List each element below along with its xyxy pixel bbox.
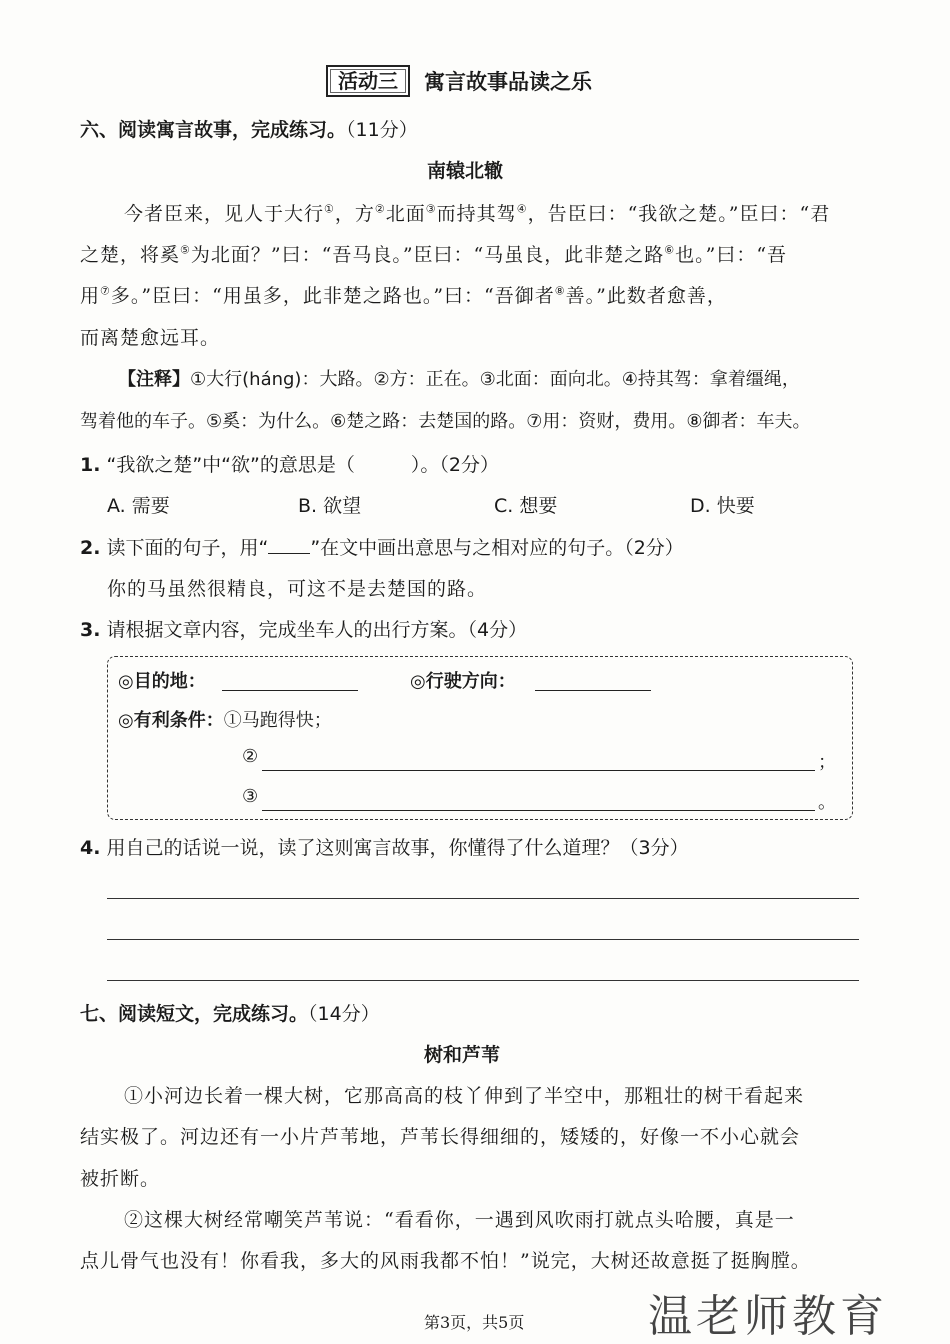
question-text: 请根据文章内容，完成坐车人的出行方案。（4分） — [106, 619, 528, 641]
passage-text: 之楚，将奚 — [80, 244, 181, 266]
notes-line-2: 驾着他的车子。⑤奚：为什么。⑥楚之路：去楚国的路。⑦用：资财，费用。⑧御者：车夫。 — [80, 411, 811, 432]
footnote-mark: ② — [374, 202, 386, 216]
section6-points: （11分） — [346, 119, 418, 141]
conditions-row — [118, 706, 332, 732]
direction-field[interactable] — [535, 690, 651, 691]
s7-line-5: 点儿骨气也没有！你看我，多大的风雨我都不怕！”说完，大树还故意挺了挺胸膛。 — [80, 1250, 811, 1272]
passage-line-2 — [80, 240, 787, 267]
passage-text: 北面 — [385, 203, 426, 225]
question-number: 1. — [80, 454, 101, 476]
activity-header — [326, 64, 592, 98]
passage-text: 多。”臣曰：“用虽多，此非楚之路也。”曰：“吾御者 — [110, 285, 555, 307]
question-2 — [80, 533, 684, 560]
section7-heading — [80, 999, 380, 1026]
passage-text: 也。”曰：“吾 — [675, 244, 788, 266]
section7-heading-text: 七、阅读短文，完成练习。 — [80, 1003, 309, 1025]
section6-heading — [80, 115, 418, 142]
passage-text: 今者臣来，见人于大行 — [124, 203, 325, 225]
question-text: 用自己的话说一说，读了这则寓言故事，你懂得了什么道理？（3分） — [106, 837, 689, 859]
condition-1: ①马跑得快； — [223, 710, 332, 731]
footnote-mark: ④ — [516, 202, 528, 216]
passage-text: 为北面？”曰：“吾马良。”臣曰：“马虽良，此非楚之路 — [190, 244, 665, 266]
footnote-mark: ⑧ — [554, 284, 566, 298]
footnote-mark: ① — [324, 202, 335, 216]
answer-line-2[interactable] — [107, 939, 859, 940]
question-1 — [80, 450, 499, 477]
question-number: 3. — [80, 619, 101, 641]
passage-text: ，告臣曰：“我欲之楚。”臣曰：“君 — [527, 203, 831, 225]
story-title-2: 树和芦苇 — [424, 1044, 501, 1066]
notes-line-1 — [118, 365, 800, 391]
footnote-mark: ③ — [425, 202, 437, 216]
question-text: ）。（2分） — [410, 454, 499, 476]
passage-text: 善。”此数者愈善， — [565, 285, 727, 307]
destination-label: ◎目的地： — [118, 671, 206, 692]
question-text: ”在文中画出意思与之相对应的句子。（2分） — [310, 537, 684, 559]
footnote-mark: ⑦ — [100, 284, 111, 298]
notes-text: ①大行(háng)：大路。②方：正在。③北面：面向北。④持其驾：拿着缰绳， — [190, 369, 800, 390]
passage-text: ，方 — [334, 203, 375, 225]
q2-sentence: 你的马虽然很精良，可这不是去楚国的路。 — [107, 578, 488, 600]
activity-title: 寓言故事品读之乐 — [424, 70, 592, 94]
underline-sample — [268, 539, 310, 554]
s7-line-2: 结实极了。河边还有一小片芦苇地，芦苇长得细细的，矮矮的，好像一不小心就会 — [80, 1126, 801, 1148]
section7-points: （14分） — [308, 1003, 380, 1025]
watermark: 温老师教育 — [648, 1291, 888, 1342]
passage-line-4: 而离楚愈远耳。 — [80, 327, 221, 349]
option-c[interactable]: C. 想要 — [494, 495, 558, 517]
s7-line-4: ②这棵大树经常嘲笑芦苇说：“看看你，一遇到风吹雨打就点头哈腰，真是一 — [124, 1209, 795, 1231]
passage-text: 而持其驾 — [436, 203, 517, 225]
condition-2-mark: ② — [242, 746, 259, 767]
question-number: 4. — [80, 837, 101, 859]
passage-line-1 — [124, 199, 830, 226]
question-text: 读下面的句子，用“ — [106, 537, 269, 559]
condition-2-field[interactable] — [262, 770, 815, 771]
question-number: 2. — [80, 537, 101, 559]
footnote-mark: ⑤ — [180, 243, 191, 257]
question-4 — [80, 833, 689, 860]
s7-line-1: ①小河边长着一棵大树，它那高高的枝丫伸到了半空中，那粗壮的树干看起来 — [124, 1085, 805, 1107]
condition-3-field[interactable] — [262, 810, 815, 811]
condition-2-end: ； — [818, 752, 836, 773]
passage-line-3 — [80, 281, 727, 308]
page-number: 第3页，共5页 — [424, 1313, 525, 1332]
story-title-1: 南辕北辙 — [427, 160, 504, 182]
passage-text: 用 — [80, 285, 101, 307]
question-text: “我欲之楚”中“欲”的意思是（ — [106, 454, 355, 476]
answer-line-1[interactable] — [107, 898, 859, 899]
activity-tag: 活动三 — [326, 65, 410, 97]
conditions-label: ◎有利条件： — [118, 710, 224, 731]
answer-line-3[interactable] — [107, 980, 859, 981]
s7-line-3: 被折断。 — [80, 1168, 161, 1190]
notes-label: 【注释】 — [118, 369, 190, 390]
option-b[interactable]: B. 欲望 — [298, 495, 362, 517]
destination-field[interactable] — [222, 690, 358, 691]
question-3 — [80, 615, 527, 642]
condition-3-end: 。 — [818, 792, 836, 813]
option-d[interactable]: D. 快要 — [690, 495, 755, 517]
direction-label: ◎行驶方向： — [410, 671, 516, 692]
section6-heading-text: 六、阅读寓言故事，完成练习。 — [80, 119, 347, 141]
condition-3-mark: ③ — [242, 786, 259, 807]
option-a[interactable]: A. 需要 — [107, 495, 170, 517]
footnote-mark: ⑥ — [664, 243, 676, 257]
